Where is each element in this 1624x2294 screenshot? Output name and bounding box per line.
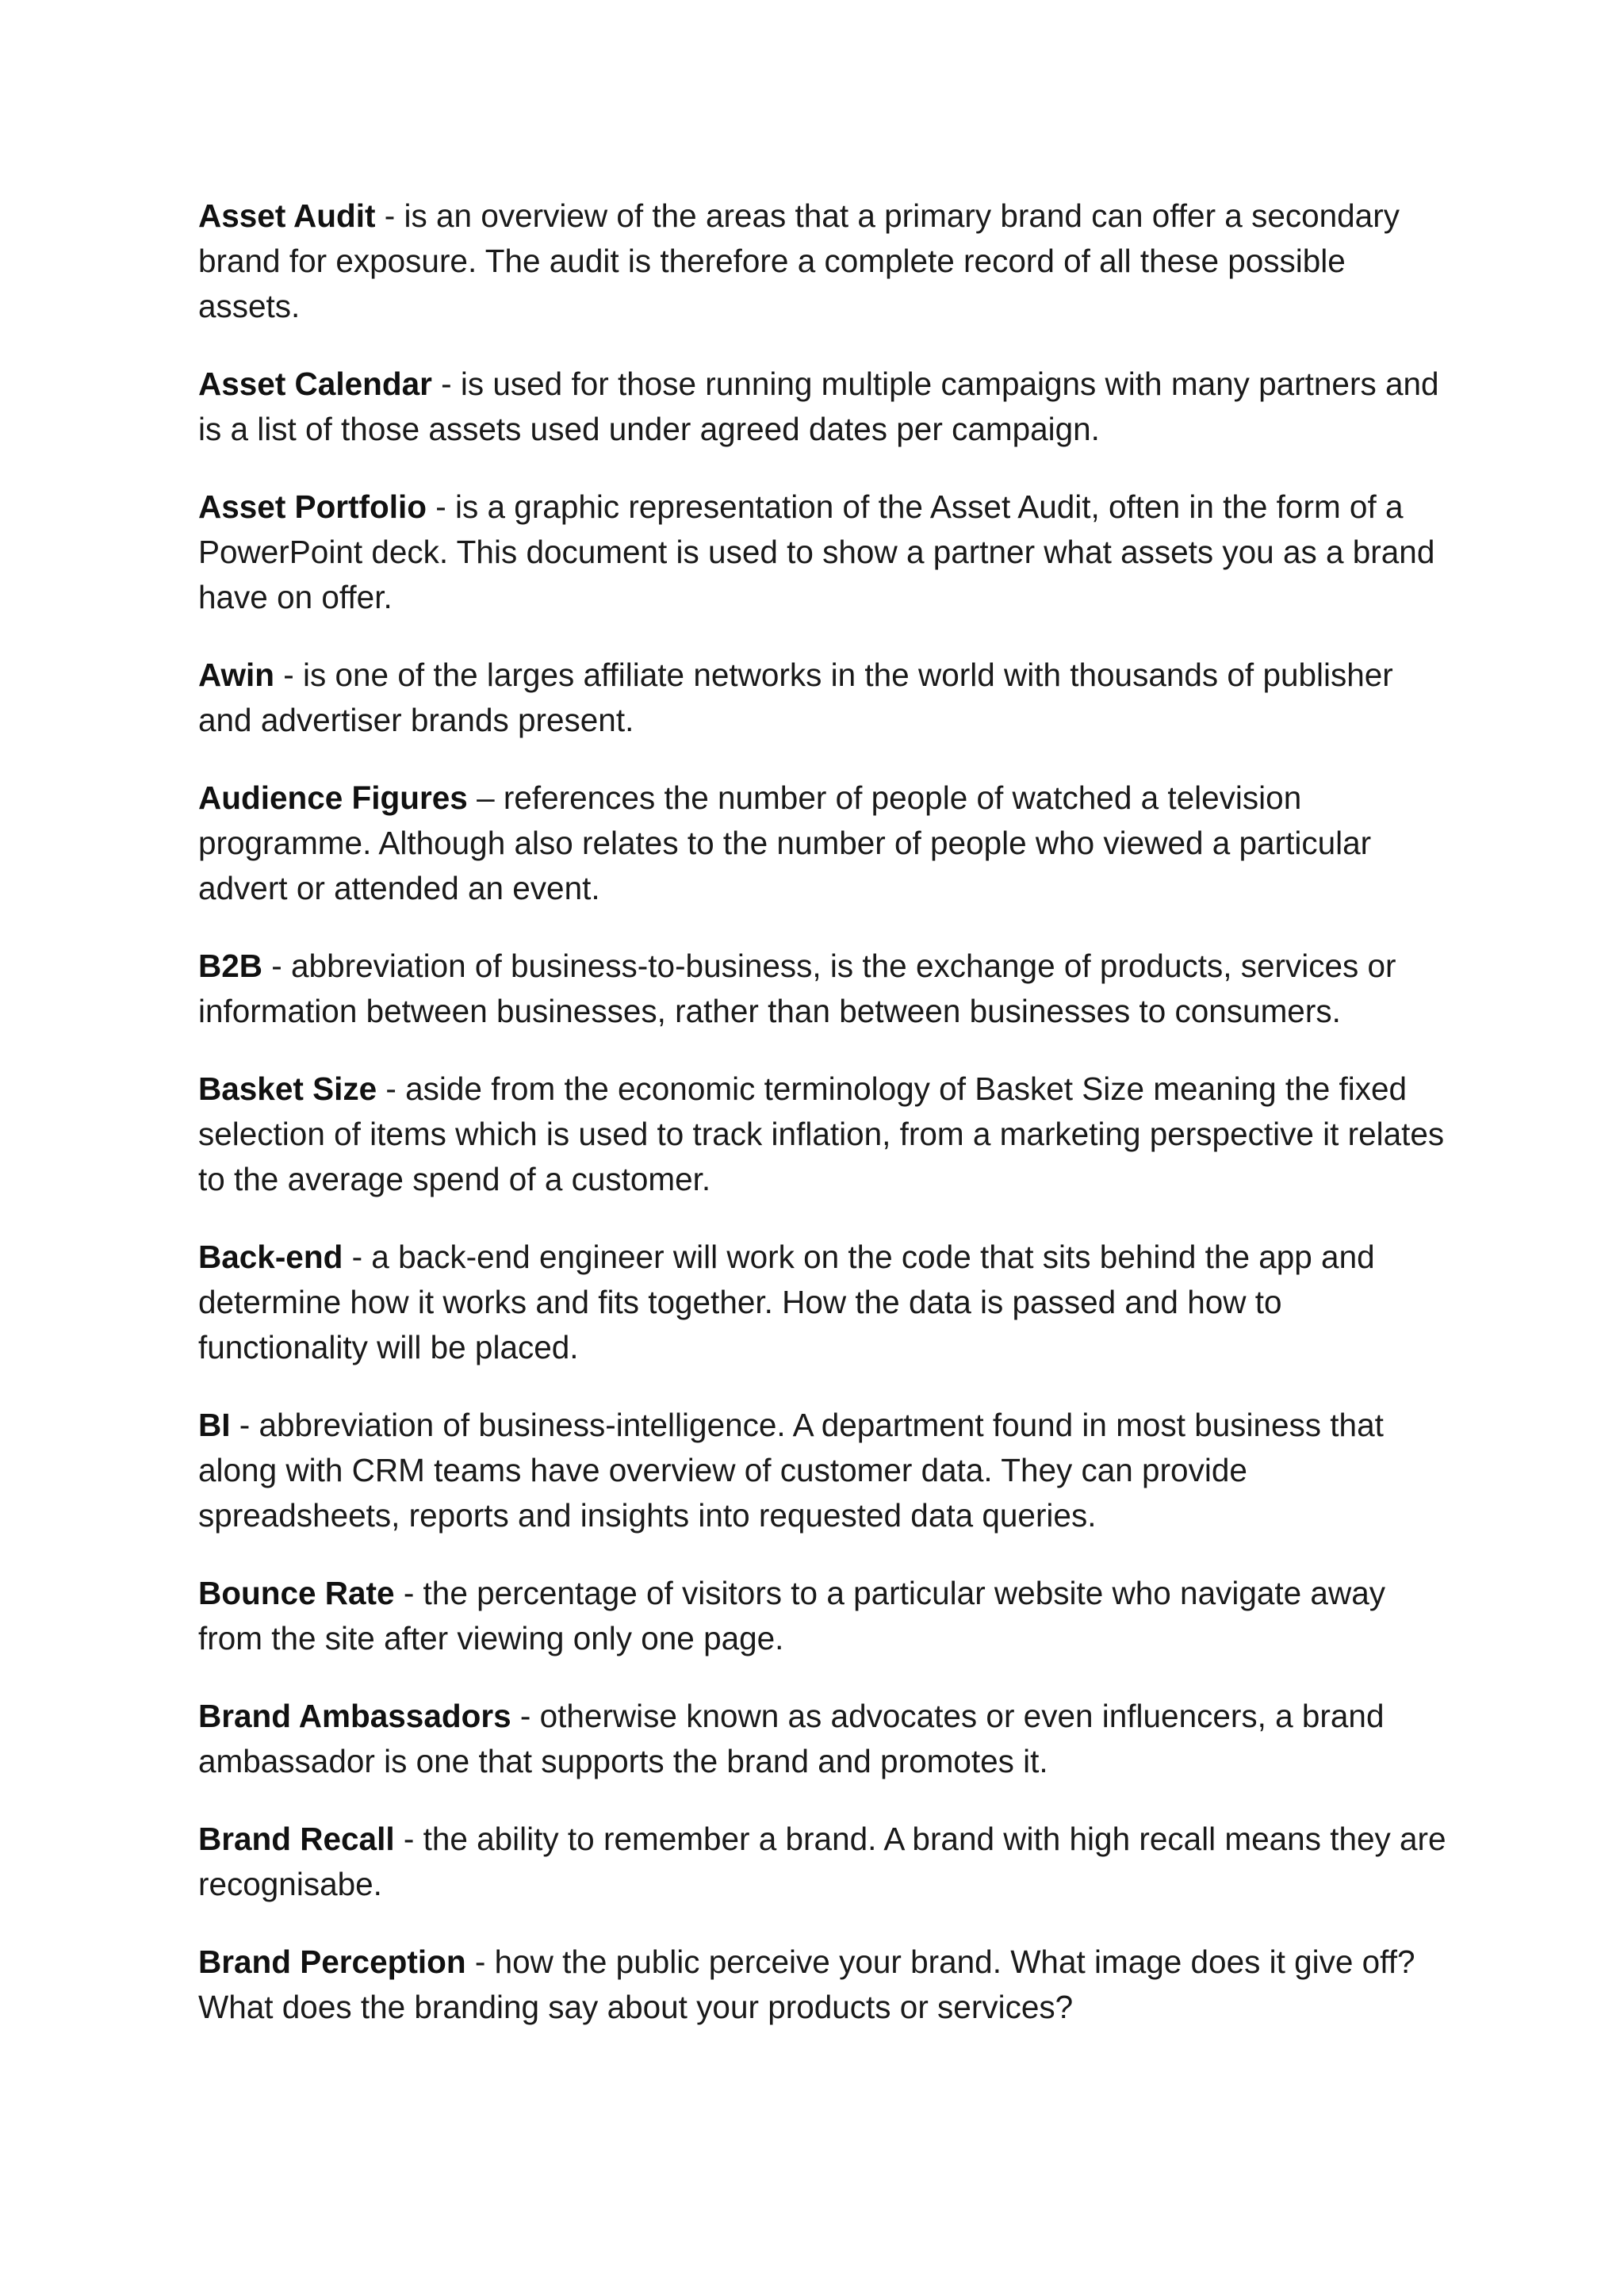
glossary-term: Brand Recall: [198, 1821, 395, 1857]
glossary-term: Bounce Rate: [198, 1575, 395, 1611]
glossary-entry-brand-perception: [198, 1940, 1451, 2030]
glossary-definition: - abbreviation of business-to-business, is the exchange of products, services or information between businesses, rather than between businesses to consumers.: [198, 948, 1396, 1029]
glossary-entry-asset-portfolio: [198, 484, 1451, 620]
glossary-entry-brand-ambassadors: [198, 1694, 1451, 1784]
glossary-entry-brand-recall: [198, 1817, 1451, 1907]
glossary-entry-audience-figures: [198, 776, 1451, 911]
glossary-entry-basket-size: [198, 1067, 1451, 1202]
glossary-definition: - a back-end engineer will work on the code that sits behind the app and determine how it works and fits together. How the data is passed and how to functionality will be placed.: [198, 1239, 1375, 1365]
glossary-entry-b2b: [198, 944, 1451, 1034]
glossary-term: Basket Size: [198, 1070, 377, 1107]
glossary-definition: - the ability to remember a brand. A brand with high recall means they are recognisabe.: [198, 1821, 1446, 1902]
glossary-definition: - how the public perceive your brand. What image does it give off? What does the branding say about your products or services?: [198, 1944, 1415, 2025]
glossary-term: Brand Perception: [198, 1944, 466, 1980]
glossary-term: Asset Calendar: [198, 366, 432, 402]
glossary-definition: – references the number of people of watched a television programme. Although also relates to the number of people who viewed a particular advert or attended an event.: [198, 779, 1372, 906]
glossary-entry-back-end: [198, 1235, 1451, 1370]
glossary-entry-asset-calendar: [198, 362, 1451, 452]
glossary-term: BI: [198, 1407, 231, 1443]
glossary-definition: - is an overview of the areas that a primary brand can offer a secondary brand for exposure. The audit is therefore a complete record of all these possible assets.: [198, 197, 1400, 324]
glossary-term: Brand Ambassadors: [198, 1698, 511, 1734]
glossary-definition: - is used for those running multiple campaigns with many partners and is a list of those assets used under agreed dates per campaign.: [198, 366, 1439, 447]
glossary-term: B2B: [198, 948, 263, 984]
glossary-entry-bi: [198, 1403, 1451, 1538]
glossary-term: Back-end: [198, 1239, 343, 1275]
glossary-definition: - aside from the economic terminology of Basket Size meaning the fixed selection of items which is used to track inflation, from a marketing perspective it relates to the average spend of a customer.: [198, 1070, 1445, 1197]
glossary-term: Asset Audit: [198, 197, 376, 234]
glossary-term: Asset Portfolio: [198, 488, 427, 525]
glossary-definition: - otherwise known as advocates or even influencers, a brand ambassador is one that supports the brand and promotes it.: [198, 1698, 1385, 1779]
glossary-list: [198, 193, 1451, 2062]
glossary-definition: - is one of the larges affiliate networks in the world with thousands of publisher and advertiser brands present.: [198, 657, 1393, 738]
glossary-definition: - the percentage of visitors to a particular website who navigate away from the site after viewing only one page.: [198, 1575, 1385, 1656]
glossary-definition: - abbreviation of business-intelligence. A department found in most business that along with CRM teams have overview of customer data. They can provide spreadsheets, reports and insights into requested data queries.: [198, 1407, 1384, 1534]
glossary-entry-bounce-rate: [198, 1571, 1451, 1661]
glossary-entry-awin: [198, 653, 1451, 743]
glossary-term: Audience Figures: [198, 779, 468, 816]
glossary-entry-asset-audit: [198, 193, 1451, 329]
glossary-term: Awin: [198, 657, 275, 693]
glossary-definition: - is a graphic representation of the Asset Audit, often in the form of a PowerPoint deck. This document is used to show a partner what assets you as a brand have on offer.: [198, 488, 1435, 615]
